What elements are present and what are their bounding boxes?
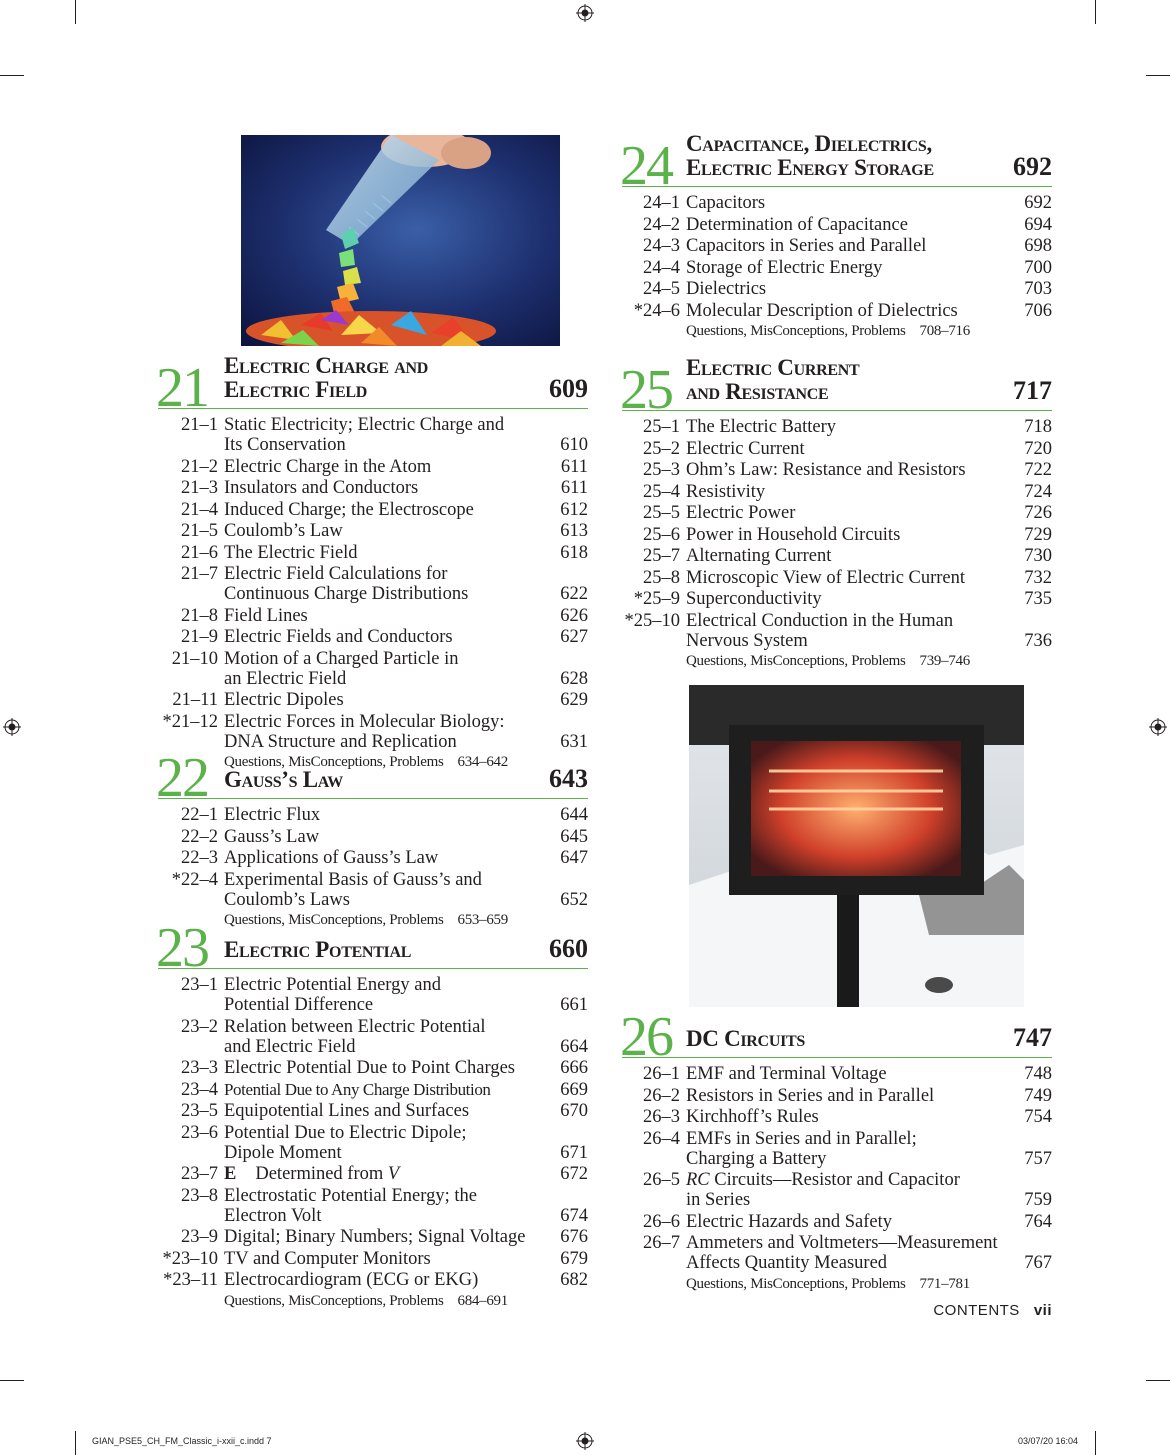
toc-section-row [622,611,1052,651]
section-number: *22–4 [171,869,218,890]
section-number: 21–9 [181,627,218,647]
section-title: Applications of Gauss’s Law [224,848,439,868]
chapter-title-line: Electric Field [224,377,367,402]
toc-section-row [158,1164,588,1184]
toc-section-row [622,546,1052,566]
section-title: Experimental Basis of Gauss’s and [224,869,482,890]
section-title: Resistivity [686,481,766,502]
toc-section-row [158,1080,588,1100]
toc-section-row [158,827,588,847]
toc-section-row [158,543,588,563]
qmp-pages: 771–781 [919,1275,970,1292]
section-number: 25–2 [643,438,680,459]
section-number: 23–2 [181,1016,218,1037]
toc-section-row [622,1212,1052,1232]
section-number: 26–1 [643,1064,680,1084]
toc-section-row [622,1107,1052,1127]
toc-section-row [158,1249,588,1269]
section-page: 748 [1024,1064,1052,1084]
toc-section-row [622,1233,1052,1273]
section-list [622,1064,1052,1273]
chapter-number: 22 [156,747,208,809]
qmp-pages: 739–746 [919,653,970,669]
section-number: 22–2 [181,826,218,847]
section-title-continued: Electron Volt [224,1205,322,1226]
section-page: 672 [560,1164,588,1184]
crop-mark [0,1380,24,1381]
section-number: 23–8 [181,1185,218,1206]
section-title: TV and Computer Monitors [224,1248,431,1269]
section-title: Electric Flux [224,805,321,825]
qmp-pages: 684–691 [457,1292,508,1309]
section-number: 23–4 [181,1079,218,1100]
chapter-21 [158,348,588,771]
section-number: 23–9 [181,1227,218,1247]
toc-section-row [622,482,1052,502]
section-page: 703 [1024,279,1052,299]
registration-mark-icon [576,4,594,22]
chapter-page: 609 [549,374,588,403]
toc-section-row [158,975,588,1015]
section-title: Induced Charge; the Electroscope [224,499,474,520]
section-page: 611 [560,478,588,498]
section-title-continued: an Electric Field [224,668,347,689]
toc-section-row [622,417,1052,437]
section-list [158,975,588,1290]
crop-mark [1146,1380,1170,1381]
toc-section-row [622,503,1052,523]
toc-section-row [622,236,1052,256]
toc-section-row [158,564,588,604]
chapter-title [224,938,411,962]
section-page: 732 [1024,567,1052,588]
toc-section-row [158,848,588,868]
chapter-number: 24 [620,135,672,197]
section-number: *23–10 [162,1248,218,1269]
section-title: Electric Forces in Molecular Biology: [224,711,505,732]
section-title-continued: Coulomb’s Laws [224,889,350,910]
section-page: 767 [1024,1253,1052,1273]
section-number: 21–8 [181,605,218,626]
section-page: 629 [560,690,588,710]
toc-section-row [622,568,1052,588]
section-number: 26–5 [643,1170,680,1190]
section-page: 666 [560,1058,588,1078]
section-title-continued: in Series [686,1190,751,1210]
crop-mark [0,75,24,76]
section-title: Capacitors in Series and Parallel [686,236,927,256]
chapter-page: 692 [1013,152,1052,181]
section-title: The Electric Field [224,542,358,563]
chapter-26 [622,997,1052,1293]
chapter-23 [158,908,588,1310]
toc-section-row [158,870,588,910]
footer-label: CONTENTS [933,1302,1020,1319]
section-number: 26–7 [643,1233,680,1253]
qmp-pages: 653–659 [457,912,508,928]
qmp-pages: 634–642 [457,754,508,770]
section-title: Electric Potential Energy and [224,975,441,995]
section-page: 611 [560,456,588,477]
section-number: 26–2 [643,1085,680,1106]
chapter-heading [156,348,588,419]
chapter-page: 717 [1013,376,1052,405]
section-number: 25–3 [643,460,680,480]
section-title-continued: Dipole Moment [224,1142,342,1163]
section-number: 21–7 [181,564,218,584]
toc-section-row [622,215,1052,235]
chapter-24 [622,126,1052,340]
chapter-title [686,356,859,404]
section-number: 24–5 [643,279,680,299]
section-number: 26–3 [643,1107,680,1127]
chapter-heading [156,738,588,809]
questions-problems-line [622,322,1052,340]
toc-section-row [158,1227,588,1247]
chapter-heading [620,350,1052,421]
section-title: Determination of Capacitance [686,214,908,235]
chapter-number: 23 [156,917,208,979]
section-page: 706 [1024,300,1052,321]
section-page: 612 [560,499,588,520]
chapter-title-line: Electric Current [686,355,860,380]
chapter-title [686,1027,805,1051]
section-page: 726 [1024,503,1052,523]
section-title: Resistors in Series and in Parallel [686,1085,935,1106]
section-list [158,415,588,752]
section-title: Relation between Electric Potential [224,1016,486,1037]
section-page: 618 [560,542,588,563]
qmp-label: Questions, MisConceptions, Problems [686,653,906,669]
section-page: 730 [1024,546,1052,566]
section-title: Insulators and Conductors [224,478,419,498]
toc-section-row [158,690,588,710]
toc-section-row [622,258,1052,278]
chapter-22 [158,738,588,929]
qmp-label: Questions, MisConceptions, Problems [224,912,444,928]
crop-mark [1146,75,1170,76]
section-number: 25–6 [643,524,680,545]
section-number: 21–3 [181,478,218,498]
toc-section-row [158,1123,588,1163]
section-list [622,193,1052,321]
toc-section-row [158,1270,588,1290]
section-page: 661 [560,995,588,1015]
chapter-title [224,354,428,402]
section-title: Electrocardiogram (ECG or EKG) [224,1270,479,1290]
section-number: *25–9 [633,589,680,609]
section-title: RC Circuits—Resistor and Capacitor [686,1170,960,1190]
section-number: 21–11 [172,690,218,710]
section-page: 722 [1024,460,1052,480]
toc-section-row [622,279,1052,299]
section-page: 645 [560,826,588,847]
running-footer [933,1302,1052,1319]
section-page: 652 [560,889,588,910]
chapter-title-line: Electric Energy Storage [686,155,934,180]
qmp-pages: 708–716 [919,323,970,339]
section-title: Digital; Binary Numbers; Signal Voltage [224,1227,526,1247]
qmp-label: Questions, MisConceptions, Problems [686,1275,906,1292]
section-title: Field Lines [224,605,308,626]
chapter-number: 26 [620,1006,672,1068]
section-title: Electric Power [686,503,796,523]
section-title: Electrical Conduction in the Human [686,610,954,631]
chapter-page: 747 [1013,1023,1052,1052]
toc-section-row [622,301,1052,321]
page-number: vii [1033,1302,1052,1319]
section-page: 679 [560,1248,588,1269]
section-title: Storage of Electric Energy [686,257,883,278]
section-number: *21–12 [162,711,218,732]
toc-section-row [158,606,588,626]
section-number: 25–1 [643,417,680,437]
section-title: Microscopic View of Electric Current [686,567,966,588]
section-title: The Electric Battery [686,417,836,437]
section-title: Alternating Current [686,546,832,566]
crop-mark [75,0,76,24]
section-page: 724 [1024,481,1052,502]
section-number: 26–6 [643,1211,680,1232]
section-title: Coulomb’s Law [224,521,343,541]
section-page: 674 [560,1205,588,1226]
section-page: 759 [1024,1190,1052,1210]
section-title-continued: Nervous System [686,630,808,651]
section-number: 24–2 [643,214,680,235]
section-title: Electric Dipoles [224,690,344,710]
chapter-number: 25 [620,359,672,421]
qmp-label: Questions, MisConceptions, Problems [686,323,906,339]
section-page: 626 [560,605,588,626]
toc-section-row [158,1017,588,1057]
chapter-title-line: and Resistance [686,379,829,404]
section-title: Electrostatic Potential Energy; the [224,1185,477,1206]
section-title: Electric Charge in the Atom [224,456,432,477]
section-number: 21–2 [181,456,218,477]
toc-section-row [158,649,588,689]
section-page: 736 [1024,630,1052,651]
section-title: Ohm’s Law: Resistance and Resistors [686,460,966,480]
section-number: 22–1 [181,805,218,825]
toc-section-row [158,500,588,520]
section-page: 698 [1024,236,1052,256]
toc-section-row [158,805,588,825]
section-page: 622 [560,584,588,604]
toc-section-row [158,1186,588,1226]
chapter-heading [620,126,1052,197]
toc-section-row [158,1101,588,1121]
section-title: Electric Current [686,438,805,459]
toc-section-row [622,439,1052,459]
chapter-title-line: DC Circuits [686,1026,805,1051]
toc-section-row [158,478,588,498]
toc-section-row [622,1086,1052,1106]
section-page: 764 [1024,1211,1052,1232]
section-number: *23–11 [163,1270,218,1290]
questions-problems-line [622,652,1052,670]
crop-mark [1095,0,1096,24]
section-number: 21–5 [181,521,218,541]
section-title: Ammeters and Voltmeters—Measurement [686,1233,998,1253]
chapter-title [686,132,934,180]
section-page: 671 [560,1142,588,1163]
section-page: 694 [1024,214,1052,235]
section-title: Potential Due to Any Charge Distribution [224,1079,491,1099]
section-page: 676 [560,1227,588,1247]
section-number: 24–1 [643,193,680,213]
section-title: EMFs in Series and in Parallel; [686,1128,917,1149]
section-page: 670 [560,1101,588,1121]
section-title: Static Electricity; Electric Charge and [224,415,505,435]
section-title: Electric Field Calculations for [224,564,448,584]
section-title: Power in Household Circuits [686,524,901,545]
toc-section-row [622,460,1052,480]
chapter-page: 660 [549,934,588,963]
registration-mark-icon [3,718,21,736]
registration-mark-icon [1149,718,1167,736]
section-page: 735 [1024,589,1052,609]
chapter-heading [620,997,1052,1068]
qmp-label: Questions, MisConceptions, Problems [224,1292,444,1309]
section-page: 647 [560,848,588,868]
registration-mark-icon [576,1432,594,1450]
section-page: 644 [560,805,588,825]
toc-section-row [622,1064,1052,1084]
section-page: 749 [1024,1085,1052,1106]
toc-section-row [622,525,1052,545]
section-number: 25–8 [643,567,680,588]
section-title: Potential Due to Electric Dipole; [224,1122,467,1143]
section-page: 682 [560,1270,588,1290]
section-title: Dielectrics [686,279,767,299]
section-title-continued: DNA Structure and Replication [224,731,457,752]
section-page: 613 [560,521,588,541]
section-title: Motion of a Charged Particle in [224,648,459,669]
section-number: 23–6 [181,1122,218,1143]
section-title: Electric Fields and Conductors [224,627,453,647]
section-title: Gauss’s Law [224,826,320,847]
section-title: E⃗ Determined from V [224,1164,400,1184]
section-title: Molecular Description of Dielectrics [686,300,958,321]
section-number: 25–5 [643,503,680,523]
toc-section-row [622,589,1052,609]
section-list [622,417,1052,651]
section-number: 24–3 [643,236,680,256]
chapter-title [224,768,343,792]
section-title-continued: Affects Quantity Measured [686,1253,888,1273]
section-number: *24–6 [633,300,680,321]
toc-section-row [622,1129,1052,1169]
chapter-page: 643 [549,764,588,793]
comb-paper-photo [241,135,560,346]
section-page: 627 [560,627,588,647]
crop-mark [75,1431,76,1455]
section-title-continued: Its Conservation [224,435,346,455]
section-page: 718 [1024,417,1052,437]
section-page: 631 [560,731,588,752]
section-title: EMF and Terminal Voltage [686,1064,887,1084]
section-page: 757 [1024,1148,1052,1169]
toc-section-row [622,1170,1052,1210]
section-title: Electric Hazards and Safety [686,1211,892,1232]
section-title-continued: Charging a Battery [686,1148,827,1169]
qmp-label: Questions, MisConceptions, Problems [224,754,444,770]
section-title-continued: and Electric Field [224,1036,356,1057]
section-page: 610 [560,435,588,455]
section-page: 628 [560,668,588,689]
section-number: 23–5 [181,1101,218,1121]
section-number: *25–10 [624,610,680,631]
toc-section-row [158,457,588,477]
slug-date: 03/07/20 16:04 [1017,1436,1078,1446]
toc-section-row [158,627,588,647]
questions-problems-line [622,1275,1052,1293]
section-number: 23–3 [181,1058,218,1078]
section-title: Capacitors [686,193,766,213]
section-page: 664 [560,1036,588,1057]
section-number: 25–7 [643,546,680,566]
section-number: 23–1 [181,975,218,995]
section-page: 720 [1024,438,1052,459]
questions-problems-line [158,1292,588,1310]
chapter-title-line: Electric Potential [224,937,412,962]
section-number: 21–6 [181,542,218,563]
section-number: 24–4 [643,257,680,278]
section-title: Equipotential Lines and Surfaces [224,1101,470,1121]
slug-file: GIAN_PSE5_CH_FM_Classic_i-xxii_c.indd 7 [92,1436,272,1446]
section-number: 21–1 [181,415,218,435]
toc-section-row [622,193,1052,213]
section-title-continued: Potential Difference [224,995,374,1015]
section-page: 729 [1024,524,1052,545]
toc-section-row [158,1058,588,1078]
section-title: Kirchhoff’s Rules [686,1107,819,1127]
crop-mark [1095,1431,1096,1455]
chapter-heading [156,908,588,979]
section-title-continued: Continuous Charge Distributions [224,584,469,604]
section-page: 700 [1024,257,1052,278]
electric-heater-photo [689,685,1024,1007]
chapter-number: 21 [156,357,208,419]
section-title: Electric Potential Due to Point Charges [224,1058,515,1078]
section-number: 25–4 [643,481,680,502]
chapter-title-line: Capacitance, Dielectrics, [686,131,932,156]
section-page: 754 [1024,1107,1052,1127]
section-number: 23–7 [181,1164,218,1184]
section-list [158,805,588,910]
toc-section-row [158,415,588,455]
section-page: 669 [560,1079,588,1100]
section-number: 22–3 [181,848,218,868]
toc-section-row [158,521,588,541]
chapter-title-line: Gauss’s Law [224,767,343,792]
chapter-25 [622,350,1052,670]
section-title: Superconductivity [686,589,822,609]
section-page: 692 [1024,193,1052,213]
chapter-title-line: Electric Charge and [224,353,428,378]
section-number: 21–10 [171,648,218,669]
section-number: 21–4 [181,499,218,520]
section-number: 26–4 [643,1128,680,1149]
